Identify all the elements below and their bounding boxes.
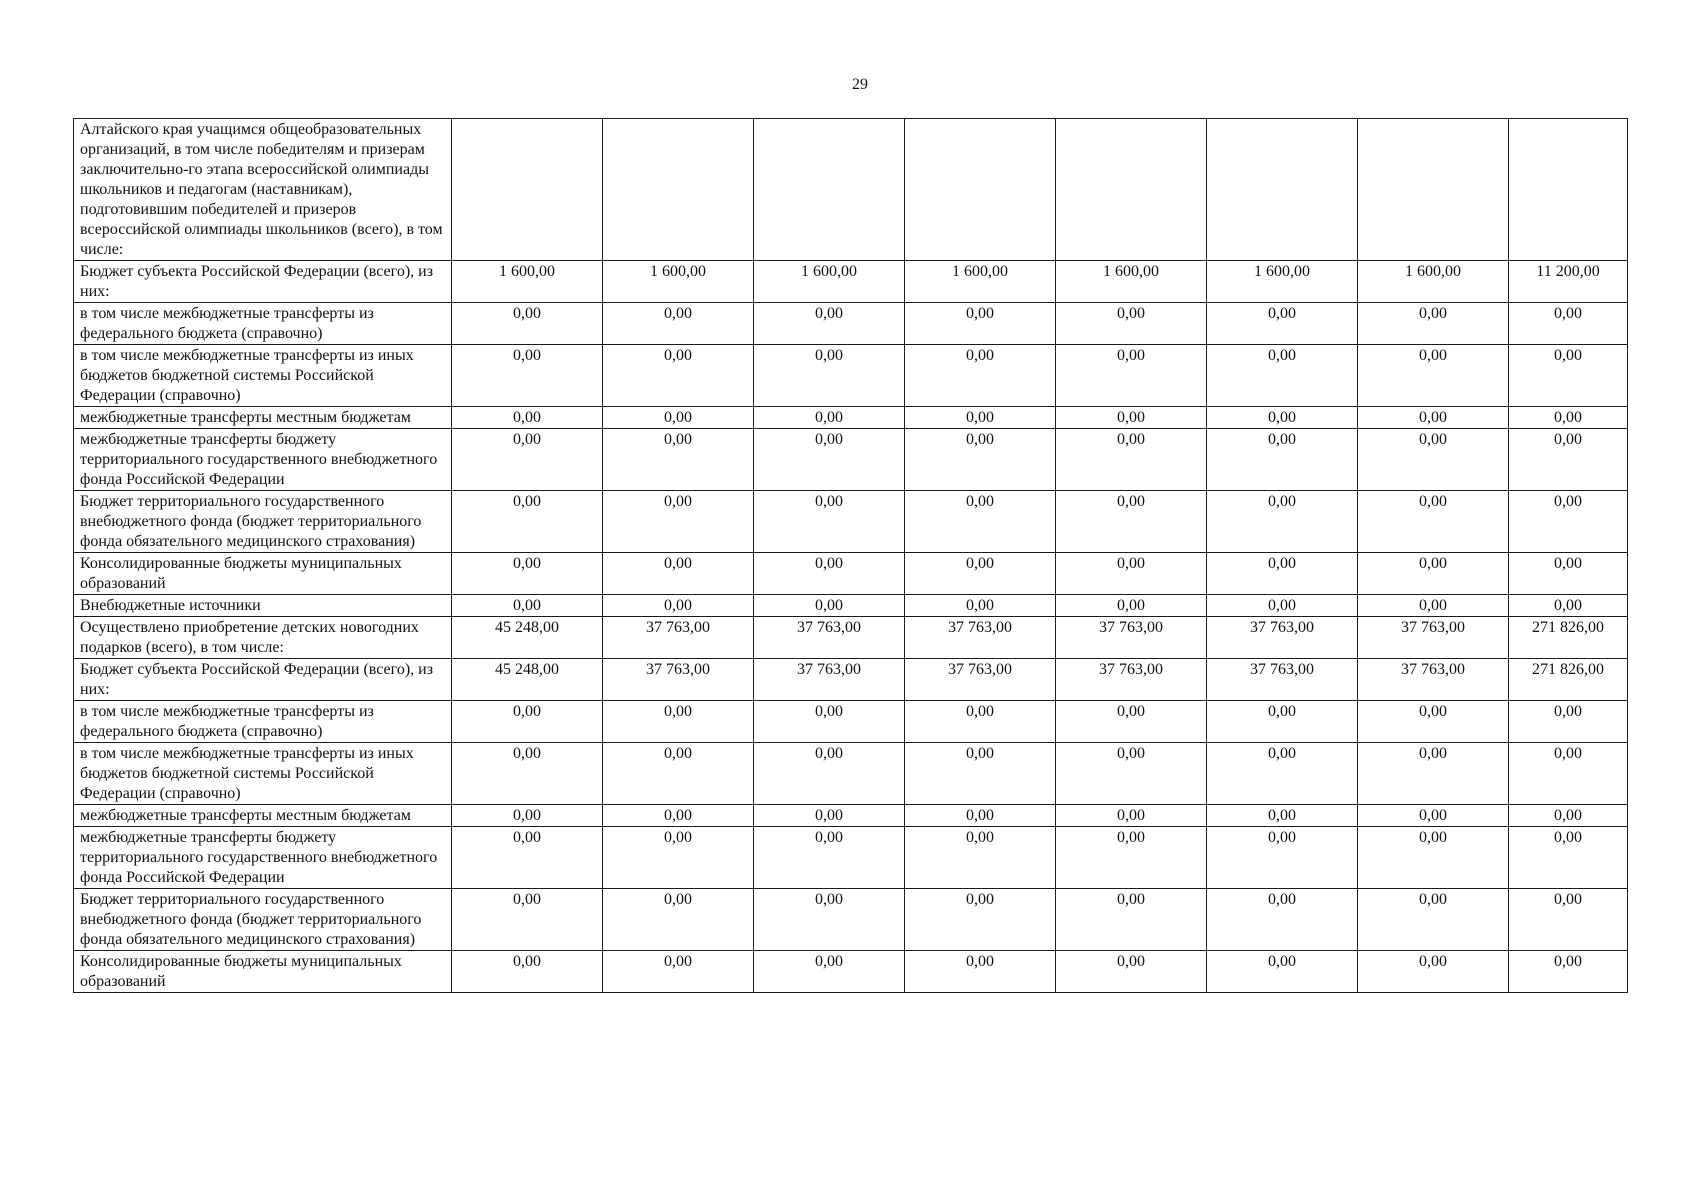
table-body — [74, 119, 1628, 993]
row-value-cell: 0,00 — [1207, 429, 1358, 491]
row-value-cell: 37 763,00 — [905, 659, 1056, 701]
row-label: в том числе межбюджетные трансферты из федерального бюджета (справочно) — [74, 701, 452, 743]
row-value-cell: 0,00 — [1207, 553, 1358, 595]
row-value-cell — [452, 119, 603, 261]
row-value-cell: 0,00 — [1207, 345, 1358, 407]
row-value-cell: 0,00 — [1207, 743, 1358, 805]
row-value-cell: 0,00 — [1358, 701, 1509, 743]
row-value-cell: 0,00 — [1207, 889, 1358, 951]
row-value-cell: 0,00 — [754, 701, 905, 743]
table-row — [74, 951, 1628, 993]
row-value-cell: 0,00 — [603, 805, 754, 827]
row-value-cell: 37 763,00 — [1207, 617, 1358, 659]
row-value-cell: 1 600,00 — [905, 261, 1056, 303]
row-label: Консолидированные бюджеты муниципальных образований — [74, 951, 452, 993]
row-value-cell: 0,00 — [603, 407, 754, 429]
row-value-cell: 0,00 — [452, 805, 603, 827]
row-value-cell: 0,00 — [452, 553, 603, 595]
table-row — [74, 743, 1628, 805]
row-value-cell: 0,00 — [1358, 827, 1509, 889]
row-label: межбюджетные трансферты бюджету территориального государственного внебюджетного фонда Российской Федерации — [74, 827, 452, 889]
row-value-cell: 0,00 — [754, 407, 905, 429]
row-value-cell: 0,00 — [754, 429, 905, 491]
row-value-cell: 0,00 — [754, 345, 905, 407]
row-value-cell: 0,00 — [452, 889, 603, 951]
row-label: Алтайского края учащимся общеобразовательных организаций, в том числе победителям и призерам заключительно-го этапа всероссийской олимпиады школьников и педагогам (наставникам), подготовившим победителей и призеров всероссийской олимпиады школьников (всего), в том числе: — [74, 119, 452, 261]
row-value-cell: 0,00 — [452, 701, 603, 743]
row-value-cell: 0,00 — [1056, 805, 1207, 827]
table-row — [74, 659, 1628, 701]
row-label: в том числе межбюджетные трансферты из федерального бюджета (справочно) — [74, 303, 452, 345]
row-label: Бюджет территориального государственного внебюджетного фонда (бюджет территориального фонда обязательного медицинского страхования) — [74, 491, 452, 553]
page-number: 29 — [852, 76, 868, 93]
table-row — [74, 553, 1628, 595]
table-row — [74, 491, 1628, 553]
row-value-cell: 0,00 — [905, 491, 1056, 553]
row-value-cell: 0,00 — [1207, 827, 1358, 889]
row-value-cell: 0,00 — [603, 345, 754, 407]
row-value-cell: 0,00 — [754, 303, 905, 345]
row-value-cell: 0,00 — [905, 951, 1056, 993]
row-value-cell: 0,00 — [1358, 595, 1509, 617]
row-value-cell: 0,00 — [1056, 743, 1207, 805]
row-label: в том числе межбюджетные трансферты из иных бюджетов бюджетной системы Российской Федерации (справочно) — [74, 345, 452, 407]
table-row — [74, 119, 1628, 261]
row-value-cell: 45 248,00 — [452, 659, 603, 701]
row-value-cell: 0,00 — [905, 429, 1056, 491]
row-value-cell: 0,00 — [1207, 805, 1358, 827]
row-value-cell: 0,00 — [603, 595, 754, 617]
row-value-cell: 0,00 — [905, 827, 1056, 889]
row-value-cell: 1 600,00 — [452, 261, 603, 303]
row-value-cell: 0,00 — [905, 553, 1056, 595]
row-value-cell: 0,00 — [1056, 553, 1207, 595]
row-value-cell: 0,00 — [1056, 491, 1207, 553]
row-label: Бюджет субъекта Российской Федерации (всего), из них: — [74, 659, 452, 701]
row-value-cell: 1 600,00 — [754, 261, 905, 303]
row-value-cell: 0,00 — [452, 491, 603, 553]
row-value-cell: 37 763,00 — [1358, 617, 1509, 659]
row-value-cell: 0,00 — [603, 889, 754, 951]
row-value-cell: 0,00 — [754, 805, 905, 827]
table-row — [74, 303, 1628, 345]
row-value-cell: 0,00 — [1207, 701, 1358, 743]
row-value-cell: 0,00 — [452, 407, 603, 429]
row-value-cell: 0,00 — [1358, 889, 1509, 951]
row-value-cell: 0,00 — [1056, 951, 1207, 993]
table-row — [74, 261, 1628, 303]
row-value-cell — [1207, 119, 1358, 261]
row-value-cell — [1358, 119, 1509, 261]
table-row — [74, 345, 1628, 407]
row-value-cell: 0,00 — [1056, 889, 1207, 951]
row-value-cell — [754, 119, 905, 261]
table-row — [74, 827, 1628, 889]
row-value-cell: 0,00 — [603, 743, 754, 805]
row-total-cell: 0,00 — [1509, 595, 1628, 617]
row-total-cell: 0,00 — [1509, 407, 1628, 429]
row-value-cell: 0,00 — [603, 827, 754, 889]
row-value-cell: 0,00 — [452, 951, 603, 993]
row-value-cell: 0,00 — [1207, 595, 1358, 617]
row-label: межбюджетные трансферты местным бюджетам — [74, 407, 452, 429]
row-value-cell: 1 600,00 — [1207, 261, 1358, 303]
row-value-cell: 0,00 — [1358, 743, 1509, 805]
row-value-cell: 37 763,00 — [603, 617, 754, 659]
row-total-cell: 0,00 — [1509, 889, 1628, 951]
row-total-cell: 0,00 — [1509, 491, 1628, 553]
row-value-cell: 0,00 — [603, 429, 754, 491]
row-value-cell: 0,00 — [603, 553, 754, 595]
row-total-cell: 0,00 — [1509, 303, 1628, 345]
row-value-cell: 0,00 — [905, 407, 1056, 429]
row-value-cell: 0,00 — [452, 595, 603, 617]
row-label: межбюджетные трансферты бюджету территориального государственного внебюджетного фонда Российской Федерации — [74, 429, 452, 491]
row-total-cell: 271 826,00 — [1509, 659, 1628, 701]
row-total-cell: 0,00 — [1509, 553, 1628, 595]
row-value-cell: 0,00 — [1358, 491, 1509, 553]
row-value-cell: 0,00 — [603, 701, 754, 743]
row-value-cell: 0,00 — [1056, 407, 1207, 429]
row-value-cell: 0,00 — [1207, 951, 1358, 993]
row-value-cell: 0,00 — [603, 303, 754, 345]
row-value-cell: 0,00 — [905, 701, 1056, 743]
row-value-cell: 0,00 — [603, 491, 754, 553]
row-value-cell: 0,00 — [1358, 429, 1509, 491]
row-value-cell — [603, 119, 754, 261]
row-value-cell: 0,00 — [1056, 827, 1207, 889]
row-value-cell: 0,00 — [1207, 491, 1358, 553]
row-total-cell — [1509, 119, 1628, 261]
row-value-cell — [905, 119, 1056, 261]
row-value-cell: 0,00 — [1358, 805, 1509, 827]
row-label: межбюджетные трансферты местным бюджетам — [74, 805, 452, 827]
row-value-cell: 0,00 — [452, 827, 603, 889]
row-label: Осуществлено приобретение детских новогодних подарков (всего), в том числе: — [74, 617, 452, 659]
row-value-cell: 0,00 — [1358, 951, 1509, 993]
row-value-cell: 37 763,00 — [603, 659, 754, 701]
row-value-cell: 0,00 — [1358, 303, 1509, 345]
row-total-cell: 0,00 — [1509, 345, 1628, 407]
row-value-cell: 0,00 — [905, 345, 1056, 407]
row-value-cell: 1 600,00 — [1358, 261, 1509, 303]
row-value-cell: 0,00 — [754, 951, 905, 993]
row-value-cell: 0,00 — [905, 889, 1056, 951]
row-value-cell: 0,00 — [905, 805, 1056, 827]
row-value-cell: 0,00 — [1056, 345, 1207, 407]
row-total-cell: 271 826,00 — [1509, 617, 1628, 659]
row-value-cell: 0,00 — [1207, 303, 1358, 345]
row-value-cell: 0,00 — [754, 595, 905, 617]
row-total-cell: 11 200,00 — [1509, 261, 1628, 303]
row-value-cell: 37 763,00 — [1056, 659, 1207, 701]
row-label: Внебюджетные источники — [74, 595, 452, 617]
row-label: Консолидированные бюджеты муниципальных образований — [74, 553, 452, 595]
row-value-cell: 0,00 — [1056, 595, 1207, 617]
row-value-cell: 1 600,00 — [1056, 261, 1207, 303]
table-row — [74, 595, 1628, 617]
row-value-cell: 0,00 — [452, 429, 603, 491]
row-value-cell: 0,00 — [905, 595, 1056, 617]
row-value-cell: 37 763,00 — [1207, 659, 1358, 701]
row-value-cell: 0,00 — [452, 345, 603, 407]
row-total-cell: 0,00 — [1509, 429, 1628, 491]
row-value-cell: 37 763,00 — [1358, 659, 1509, 701]
row-value-cell: 0,00 — [1207, 407, 1358, 429]
row-total-cell: 0,00 — [1509, 827, 1628, 889]
row-value-cell: 1 600,00 — [603, 261, 754, 303]
row-value-cell: 37 763,00 — [905, 617, 1056, 659]
table-row — [74, 617, 1628, 659]
row-value-cell: 0,00 — [1056, 303, 1207, 345]
row-label: в том числе межбюджетные трансферты из иных бюджетов бюджетной системы Российской Федерации (справочно) — [74, 743, 452, 805]
row-value-cell: 0,00 — [452, 303, 603, 345]
row-total-cell: 0,00 — [1509, 701, 1628, 743]
table-row — [74, 429, 1628, 491]
row-value-cell: 37 763,00 — [754, 617, 905, 659]
table-row — [74, 701, 1628, 743]
row-total-cell: 0,00 — [1509, 951, 1628, 993]
row-value-cell: 0,00 — [905, 303, 1056, 345]
row-value-cell: 37 763,00 — [754, 659, 905, 701]
row-value-cell: 0,00 — [754, 491, 905, 553]
budget-table — [73, 118, 1628, 993]
row-value-cell: 0,00 — [1358, 345, 1509, 407]
row-value-cell: 0,00 — [1358, 407, 1509, 429]
row-value-cell: 0,00 — [754, 743, 905, 805]
table-row — [74, 407, 1628, 429]
row-value-cell — [1056, 119, 1207, 261]
row-value-cell: 0,00 — [452, 743, 603, 805]
row-value-cell: 37 763,00 — [1056, 617, 1207, 659]
row-value-cell: 0,00 — [1056, 429, 1207, 491]
row-value-cell: 0,00 — [754, 889, 905, 951]
row-value-cell: 0,00 — [905, 743, 1056, 805]
table-row — [74, 889, 1628, 951]
row-label: Бюджет территориального государственного внебюджетного фонда (бюджет территориального фонда обязательного медицинского страхования) — [74, 889, 452, 951]
row-value-cell: 0,00 — [754, 553, 905, 595]
row-value-cell: 45 248,00 — [452, 617, 603, 659]
row-label: Бюджет субъекта Российской Федерации (всего), из них: — [74, 261, 452, 303]
row-value-cell: 0,00 — [1358, 553, 1509, 595]
row-total-cell: 0,00 — [1509, 805, 1628, 827]
row-value-cell: 0,00 — [603, 951, 754, 993]
table-row — [74, 805, 1628, 827]
row-value-cell: 0,00 — [1056, 701, 1207, 743]
row-value-cell: 0,00 — [754, 827, 905, 889]
row-total-cell: 0,00 — [1509, 743, 1628, 805]
